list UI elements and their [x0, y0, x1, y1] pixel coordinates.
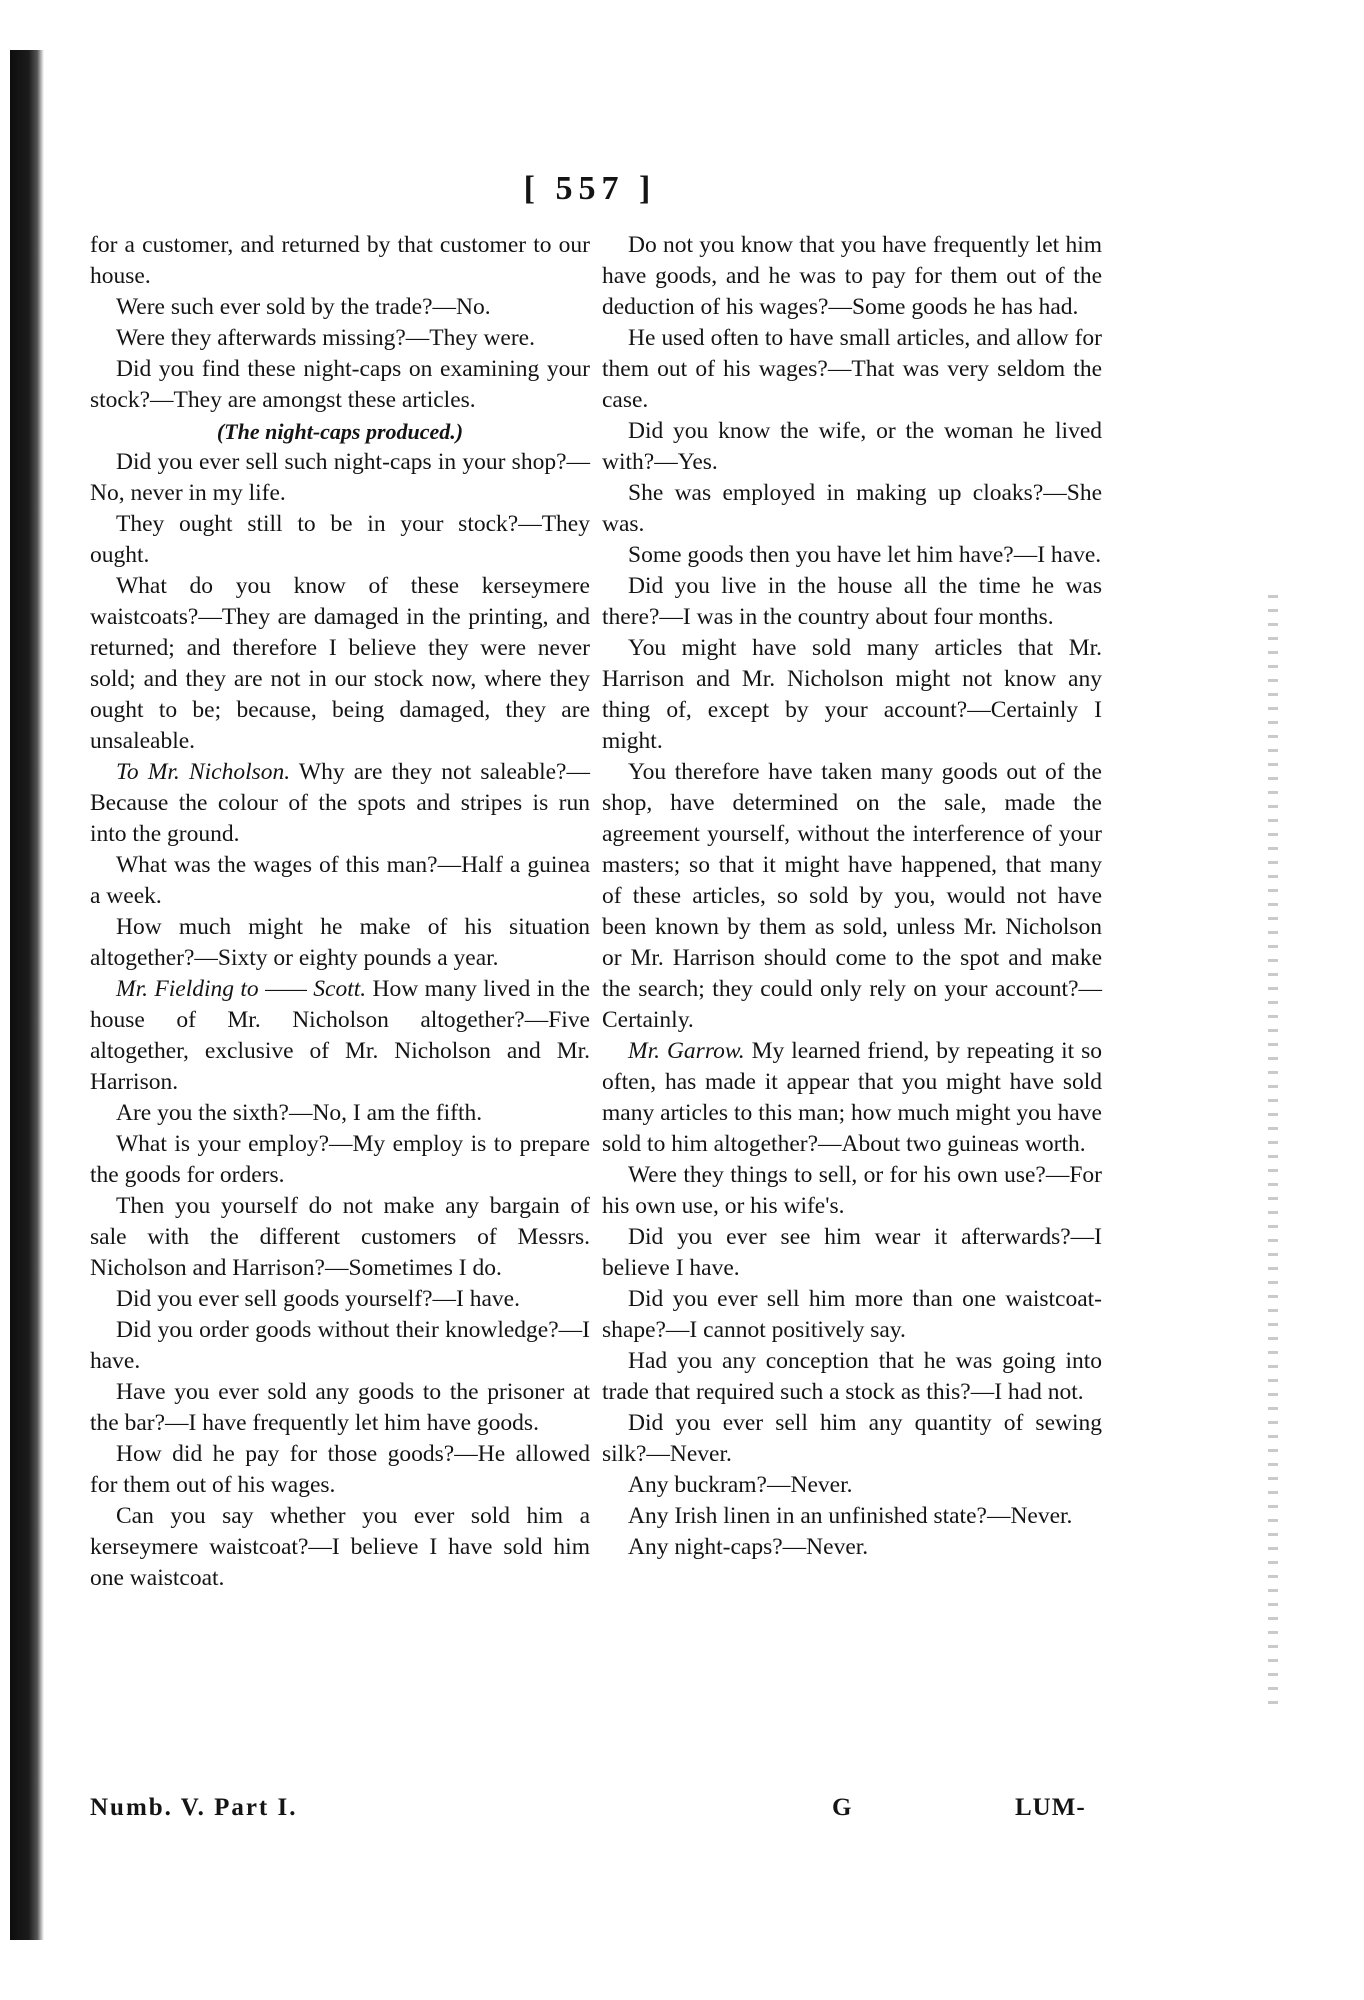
paragraph	[90, 974, 590, 1098]
paragraph-text: You therefore have taken many goods out of the shop, have determined on the sale, made the agreement yourself, without the interference of your masters; so that it might have happened, that many of these articles, so sold by you, would not have been known by them as sold, unless Mr. Nicholson or Mr. Harrison should come to the spot and make the search; they could only rely on your account?—Certainly.	[602, 759, 1102, 1033]
paragraph	[602, 757, 1102, 1036]
paragraph-text: Were they things to sell, or for his own use?—For his own use, or his wife's.	[602, 1162, 1102, 1219]
margin-specks	[1268, 595, 1278, 1715]
catchword: LUM-	[1015, 1794, 1086, 1821]
paragraph	[602, 1160, 1102, 1222]
paragraph-text: Did you find these night-caps on examining your stock?—They are amongst these articles.	[90, 356, 590, 413]
paragraph-text: You might have sold many articles that Mr. Harrison and Mr. Nicholson might not know any thing of, except by your account?—Certainly I might.	[602, 635, 1102, 754]
signature-mark: G	[832, 1794, 852, 1821]
paragraph	[90, 1098, 590, 1129]
paragraph	[602, 1284, 1102, 1346]
paragraph-text: How many lived in the house of Mr. Nicholson altogether?—Five altogether, exclusive of Mr. Nicholson and Mr. Harrison.	[90, 976, 590, 1095]
paragraph	[90, 571, 590, 757]
paragraph-text: What was the wages of this man?—Half a guinea a week.	[90, 852, 590, 909]
paragraph	[90, 1501, 590, 1594]
paragraph-text: Did you ever sell such night-caps in your shop?—No, never in my life.	[90, 449, 590, 506]
paragraph-text: Then you yourself do not make any bargain of sale with the different customers of Messrs. Nicholson and Harrison?—Sometimes I do.	[90, 1193, 590, 1281]
paragraph	[602, 1532, 1102, 1563]
paragraph-text: Any buckram?—Never.	[628, 1472, 853, 1498]
paragraph	[602, 478, 1102, 540]
paragraph	[90, 850, 590, 912]
paragraph-text: He used often to have small articles, and allow for them out of his wages?—That was very seldom the case.	[602, 325, 1102, 413]
paragraph-text: Any Irish linen in an unfinished state?—Never.	[628, 1503, 1073, 1529]
paragraph-text: What do you know of these kerseymere waistcoats?—They are damaged in the printing, and returned; and therefore I believe they were never sold; and they are not in our stock now, where they ought to be; because, being damaged, they are unsaleable.	[90, 573, 590, 754]
paragraph	[602, 323, 1102, 416]
paragraph	[90, 1377, 590, 1439]
paragraph-text: for a customer, and returned by that customer to our house.	[90, 232, 590, 289]
paragraph	[90, 323, 590, 354]
speaker-lead: To Mr. Nicholson.	[116, 759, 291, 785]
signature-line: Numb. V. Part I.	[90, 1794, 298, 1821]
page-footer	[90, 1794, 1090, 1830]
paragraph-text: Some goods then you have let him have?—I have.	[628, 542, 1102, 568]
speaker-lead: Mr. Fielding to —— Scott.	[116, 976, 367, 1002]
speaker-lead: Mr. Garrow.	[628, 1038, 745, 1064]
paragraph	[90, 1191, 590, 1284]
paragraph	[602, 416, 1102, 478]
paragraph	[90, 509, 590, 571]
paragraph	[602, 571, 1102, 633]
paragraph-text: Were they afterwards missing?—They were.	[116, 325, 535, 351]
paragraph	[90, 1284, 590, 1315]
paragraph	[90, 1439, 590, 1501]
paragraph	[90, 912, 590, 974]
paragraph	[602, 1501, 1102, 1532]
paragraph-text: (The night-caps produced.)	[216, 419, 464, 444]
paragraph	[90, 354, 590, 416]
paragraph	[90, 447, 590, 509]
paragraph-text: Had you any conception that he was going into trade that required such a stock as this?—I had not.	[602, 1348, 1102, 1405]
paragraph	[90, 1129, 590, 1191]
paragraph	[602, 1222, 1102, 1284]
paragraph-text: How much might he make of his situation altogether?—Sixty or eighty pounds a year.	[90, 914, 590, 971]
paragraph	[602, 540, 1102, 571]
paragraph-text: Did you ever sell goods yourself?—I have.	[116, 1286, 520, 1312]
paragraph-text: My learned friend, by repeating it so often, has made it appear that you might have sold many articles to this man; how much might you have sold to him altogether?—About two guineas worth.	[602, 1038, 1103, 1157]
paragraph	[602, 1470, 1102, 1501]
paragraph	[602, 1408, 1102, 1470]
left-column	[90, 230, 590, 1594]
paragraph-text: Did you ever sell him more than one waistcoat-shape?—I cannot positively say.	[602, 1286, 1102, 1343]
paragraph-text: Any night-caps?—Never.	[628, 1534, 869, 1560]
paragraph-text: Were such ever sold by the trade?—No.	[116, 294, 491, 320]
paragraph-text: Do not you know that you have frequently let him have goods, and he was to pay for them out of the deduction of his wages?—Some goods he has had.	[602, 232, 1102, 320]
paragraph-text: Did you order goods without their knowledge?—I have.	[90, 1317, 590, 1374]
paragraph-text: Are you the sixth?—No, I am the fifth.	[116, 1100, 483, 1126]
paragraph-text: Have you ever sold any goods to the prisoner at the bar?—I have frequently let him have goods.	[90, 1379, 590, 1436]
paragraph	[90, 292, 590, 323]
paragraph-text: Did you ever sell him any quantity of sewing silk?—Never.	[602, 1410, 1102, 1467]
paragraph-text: Did you ever see him wear it afterwards?—I believe I have.	[602, 1224, 1102, 1281]
paragraph-text: Did you live in the house all the time he was there?—I was in the country about four months.	[602, 573, 1102, 630]
paragraph	[602, 633, 1102, 757]
paragraph	[602, 1036, 1102, 1160]
paragraph	[90, 1315, 590, 1377]
paragraph-text: They ought still to be in your stock?—They ought.	[90, 511, 590, 568]
right-column	[602, 230, 1102, 1563]
paragraph-text: How did he pay for those goods?—He allowed for them out of his wages.	[90, 1441, 590, 1498]
binding-edge	[10, 50, 44, 1940]
paragraph-text: Why are they not saleable?—Because the colour of the spots and stripes is run into the ground.	[90, 759, 590, 847]
paragraph	[90, 757, 590, 850]
paragraph-text: Can you say whether you ever sold him a kerseymere waistcoat?—I believe I have sold him one waistcoat.	[90, 1503, 590, 1591]
paragraph-text: Did you know the wife, or the woman he lived with?—Yes.	[602, 418, 1102, 475]
paragraph-text: What is your employ?—My employ is to prepare the goods for orders.	[90, 1131, 590, 1188]
page-number: [ 557 ]	[523, 170, 657, 207]
paragraph	[602, 230, 1102, 323]
paragraph	[90, 416, 590, 447]
paragraph-text: She was employed in making up cloaks?—She was.	[602, 480, 1102, 537]
paragraph	[602, 1346, 1102, 1408]
paragraph	[90, 230, 590, 292]
